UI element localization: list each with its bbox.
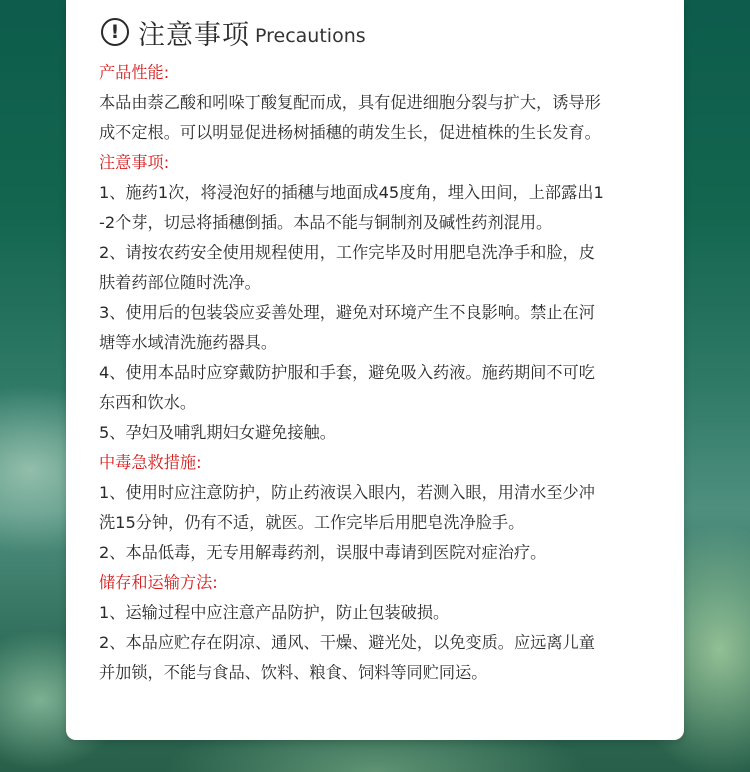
page-title-english: Precautions xyxy=(255,25,366,47)
text-line: 2、请按农药安全使用规程使用，工作完毕及时用肥皂洗净手和脸，皮 xyxy=(99,243,595,262)
text-line: 东西和饮水。 xyxy=(99,393,197,412)
text-line: -2个芽，切忌将插穗倒插。本品不能与铜制剂及碱性药剂混用。 xyxy=(99,213,553,232)
text-line: 肤着药部位随时洗净。 xyxy=(99,273,261,292)
card-header xyxy=(101,14,366,50)
precautions-card xyxy=(66,0,684,740)
text-line: 5、孕妇及哺乳期妇女避免接触。 xyxy=(99,423,336,442)
text-line: 成不定根。可以明显促进杨树插穗的萌发生长，促进植株的生长发育。 xyxy=(99,123,601,142)
exclamation-circle-icon: ! xyxy=(101,18,129,46)
text-line: 3、使用后的包装袋应妥善处理，避免对环境产生不良影响。禁止在河 xyxy=(99,303,595,322)
text-line: 1、运输过程中应注意产品防护，防止包装破损。 xyxy=(99,603,450,622)
page-title: 注意事项 xyxy=(138,19,250,51)
text-line: 4、使用本品时应穿戴防护服和手套，避免吸入药液。施药期间不可吃 xyxy=(99,363,595,382)
text-line: 本品由萘乙酸和吲哚丁酸复配而成，具有促进细胞分裂与扩大，诱导形 xyxy=(99,93,601,112)
precautions-content xyxy=(99,58,669,688)
text-line: 并加锁，不能与食品、饮料、粮食、饲料等同贮同运。 xyxy=(99,663,488,682)
text-line: 2、本品应贮存在阴凉、通风、干燥、避光处，以免变质。应远离儿童 xyxy=(99,633,595,652)
text-line: 2、本品低毒，无专用解毒药剂，误服中毒请到医院对症治疗。 xyxy=(99,543,547,562)
section-heading-precautions: 注意事项: xyxy=(99,153,170,172)
text-line: 1、施药1次，将浸泡好的插穗与地面成45度角，埋入田间，上部露出1 xyxy=(99,183,604,202)
text-line: 塘等水域清洗施药器具。 xyxy=(99,333,278,352)
section-heading-storage: 储存和运输方法: xyxy=(99,573,218,592)
text-line: 1、使用时应注意防护，防止药液误入眼内，若测入眼，用清水至少冲 xyxy=(99,483,595,502)
section-heading-first-aid: 中毒急救措施: xyxy=(99,453,202,472)
section-heading-product-performance: 产品性能: xyxy=(99,63,170,82)
text-line: 洗15分钟，仍有不适，就医。工作完毕后用肥皂洗净脸手。 xyxy=(99,513,525,532)
